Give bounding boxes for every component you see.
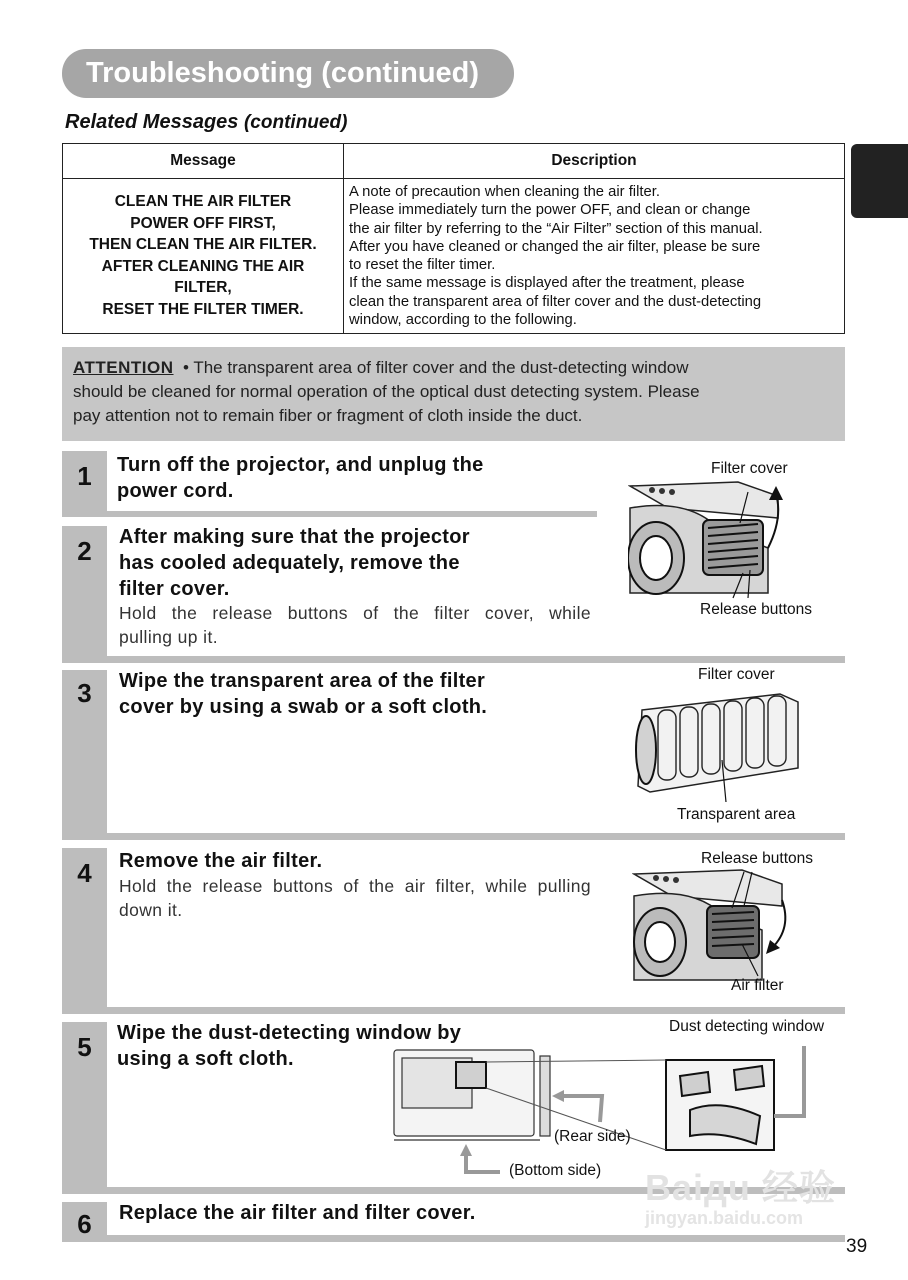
caption-release-buttons: Release buttons xyxy=(701,850,814,867)
description-line: After you have cleaned or changed the air filter, please be sure xyxy=(349,238,761,255)
filter-grille-icon xyxy=(703,520,763,575)
page-number: 39 xyxy=(846,1236,868,1257)
caption-release-buttons: Release buttons xyxy=(700,601,813,618)
step-number: 1 xyxy=(77,461,92,491)
step-heading xyxy=(117,452,597,504)
step-body xyxy=(119,875,591,922)
step-heading-line: Remove the air filter. xyxy=(119,850,323,872)
column-header-description: Description xyxy=(344,144,845,179)
air-filter-icon xyxy=(707,906,759,958)
caption-bottom-side: (Bottom side) xyxy=(509,1162,602,1179)
step-body-line: pulling up it. xyxy=(119,626,218,647)
description-line: If the same message is displayed after the treatment, please xyxy=(349,275,745,292)
step-heading-line: Replace the air filter and filter cover. xyxy=(119,1202,476,1224)
filter-cover-illustration xyxy=(630,690,802,802)
step-number: 2 xyxy=(77,536,92,566)
description-line: A note of precaution when cleaning the air filter. xyxy=(349,184,660,200)
message-line: CLEAN THE AIR FILTER xyxy=(114,193,292,210)
description-line: to reset the filter timer. xyxy=(349,257,496,274)
message-line: POWER OFF FIRST, xyxy=(130,214,276,232)
caption-rear-side: (Rear side) xyxy=(554,1128,631,1145)
step-heading-line: has cooled adequately, remove the xyxy=(119,552,460,574)
description-line: clean the transparent area of filter cover and the dust-detecting xyxy=(349,293,762,310)
step-heading xyxy=(119,1200,719,1226)
watermark-logo-text: Baiдu 经验 xyxy=(645,1167,836,1208)
air-filter-removal-illustration xyxy=(632,868,804,986)
message-line: FILTER, xyxy=(174,279,232,296)
step-heading xyxy=(119,524,599,602)
section-title-suffix: (continued) xyxy=(243,112,348,133)
messages-table xyxy=(62,143,845,334)
step-body-line: down it. xyxy=(119,899,183,920)
step-heading-line: power cord. xyxy=(117,480,234,502)
caption-air-filter: Air filter xyxy=(731,977,784,994)
step-heading-line: After making sure that the projector xyxy=(119,526,470,548)
step-number: 3 xyxy=(77,678,92,708)
watermark-url: jingyan.baidu.com xyxy=(645,1208,804,1228)
step-heading-line: using a soft cloth. xyxy=(117,1048,294,1070)
step-number: 6 xyxy=(77,1209,92,1239)
section-title-text: Related Messages xyxy=(65,111,239,133)
section-title xyxy=(65,111,347,134)
description-line: window, according to the following. xyxy=(349,312,577,329)
column-header-message: Message xyxy=(63,144,344,179)
step-body-line: Hold the release buttons of the air filter, while pulling xyxy=(119,876,591,896)
message-cell xyxy=(63,179,344,334)
step-body xyxy=(119,602,591,649)
attention-line: • The transparent area of filter cover and the dust-detecting window xyxy=(182,358,689,377)
baidu-watermark xyxy=(645,1168,836,1229)
page-title: Troubleshooting (continued) xyxy=(62,49,514,98)
attention-box xyxy=(62,347,845,441)
attention-line: should be cleaned for normal operation of the optical dust detecting system. Please xyxy=(73,382,700,401)
projector-filter-cover-illustration xyxy=(628,478,808,603)
caption-dust-detecting-window: Dust detecting window xyxy=(669,1018,825,1035)
section-tab xyxy=(851,144,908,218)
step-heading-line: Wipe the transparent area of the filter xyxy=(119,670,486,692)
step-number: 5 xyxy=(77,1032,92,1062)
dust-window-illustration xyxy=(390,1046,845,1180)
step-heading-line: filter cover. xyxy=(119,578,230,600)
step-heading xyxy=(119,668,599,720)
step-heading xyxy=(119,848,599,874)
description-line: the air filter by referring to the “Air Filter” section of this manual. xyxy=(349,220,763,237)
description-line: Please immediately turn the power OFF, and clean or change xyxy=(349,202,751,219)
step-heading-line: Wipe the dust-detecting window by xyxy=(117,1022,462,1044)
attention-line: pay attention not to remain fiber or fragment of cloth inside the duct. xyxy=(73,406,583,425)
message-line: THEN CLEAN THE AIR FILTER. xyxy=(89,236,317,253)
message-line: RESET THE FILTER TIMER. xyxy=(102,300,304,318)
dust-window-zoom-icon xyxy=(666,1060,774,1150)
step-body-line: Hold the release buttons of the filter cover, while xyxy=(119,603,591,623)
step-1 xyxy=(62,451,597,517)
attention-label: ATTENTION xyxy=(73,358,174,377)
description-cell xyxy=(344,179,845,334)
caption-transparent-area: Transparent area xyxy=(677,806,796,823)
table-row xyxy=(63,179,845,334)
caption-filter-cover: Filter cover xyxy=(711,460,788,477)
step-heading-line: Turn off the projector, and unplug the xyxy=(117,454,484,476)
step-heading-line: cover by using a swab or a soft cloth. xyxy=(119,696,488,718)
step-number: 4 xyxy=(77,858,92,888)
caption-filter-cover: Filter cover xyxy=(698,666,775,683)
table-header-row xyxy=(63,144,845,179)
projector-underside-icon xyxy=(394,1050,550,1140)
message-line: AFTER CLEANING THE AIR xyxy=(101,257,305,275)
